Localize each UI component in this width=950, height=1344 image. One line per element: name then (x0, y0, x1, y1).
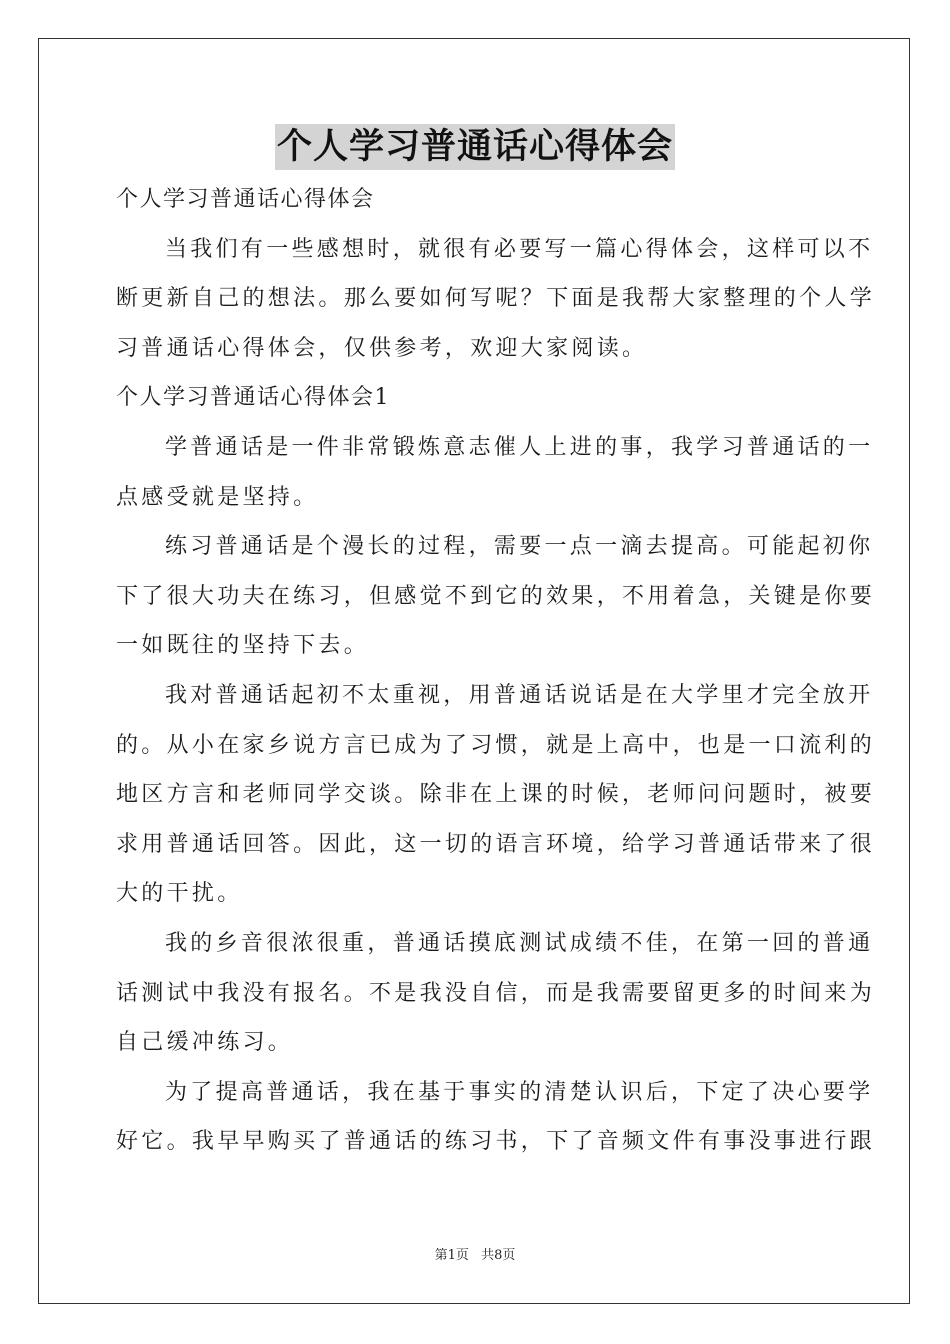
paragraph-line: 习普通话心得体会，仅供参考，欢迎大家阅读。 (116, 335, 648, 361)
document-title: 个人学习普通话心得体会 (275, 124, 675, 170)
paragraph-line: 大的干扰。 (116, 881, 243, 907)
paragraph-line: 求用普通话回答。因此，这一切的语言环境，给学习普通话带来了很 (116, 831, 876, 857)
title-area (0, 124, 950, 170)
paragraph-line: 当我们有一些感想时，就很有必要写一篇心得体会，这样可以不 (165, 236, 874, 262)
paragraph-line: 点感受就是坚持。 (116, 484, 319, 510)
paragraph-line: 我的乡音很浓很重，普通话摸底测试成绩不佳，在第一回的普通 (165, 930, 874, 956)
section-heading: 个人学习普通话心得体会 (116, 187, 375, 212)
paragraph-line: 的。从小在家乡说方言已成为了习惯，就是上高中，也是一口流利的 (116, 732, 876, 758)
paragraph-line: 为了提高普通话，我在基于事实的清楚认识后，下定了决心要学 (165, 1079, 874, 1105)
paragraph-line: 好它。我早早购买了普通话的练习书，下了音频文件有事没事进行跟 (116, 1129, 876, 1155)
page-number: 第1页 (434, 1248, 469, 1263)
paragraph-line: 我对普通话起初不太重视，用普通话说话是在大学里才完全放开 (165, 682, 874, 708)
paragraph-line: 话测试中我没有报名。不是我没自信，而是我需要留更多的时间来为 (116, 980, 876, 1006)
page-footer (0, 1247, 950, 1265)
paragraph-line: 自己缓冲练习。 (116, 1030, 294, 1056)
paragraph-line: 练习普通话是个漫长的过程，需要一点一滴去提高。可能起初你 (165, 534, 874, 560)
document-body (116, 175, 876, 1167)
page-total: 共8页 (481, 1248, 516, 1263)
paragraph-line: 下了很大功夫在练习，但感觉不到它的效果，不用着急，关键是你要 (116, 583, 876, 609)
paragraph-line: 断更新自己的想法。那么要如何写呢？下面是我帮大家整理的个人学 (116, 286, 876, 312)
paragraph-line: 一如既往的坚持下去。 (116, 633, 370, 659)
paragraph-line: 学普通话是一件非常锻炼意志催人上进的事，我学习普通话的一 (165, 434, 874, 460)
paragraph-line: 地区方言和老师同学交谈。除非在上课的时候，老师问问题时，被要 (116, 782, 876, 808)
section-heading: 个人学习普通话心得体会1 (116, 385, 390, 411)
